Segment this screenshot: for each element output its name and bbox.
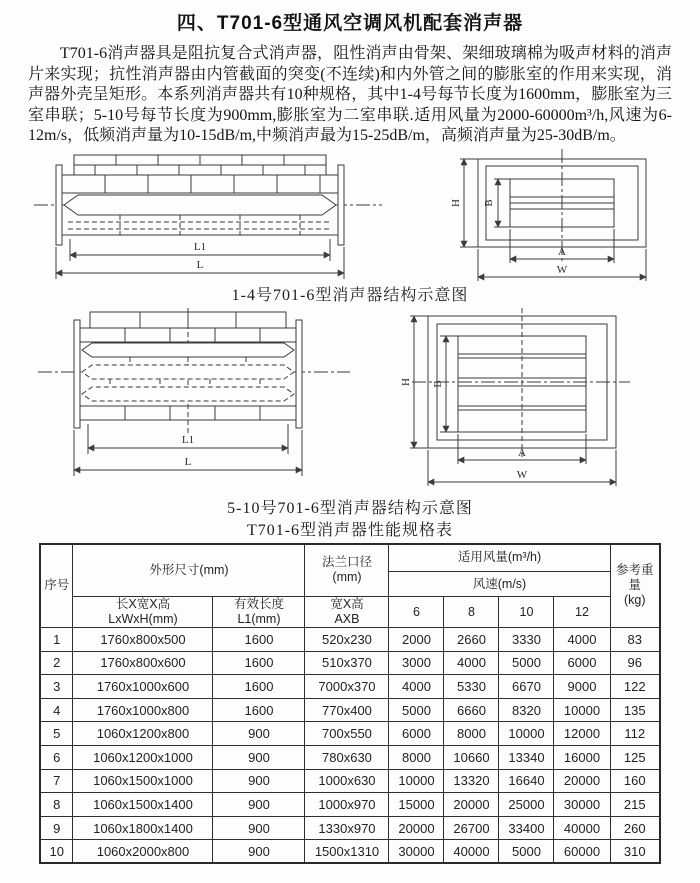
dim-label-L1: L1: [193, 240, 207, 253]
table-cell: 25000: [499, 793, 554, 817]
table-cell: 10000: [499, 722, 554, 746]
spec-table-header: [40, 544, 660, 628]
col-header-airflow-group: 适用风量(m³/h): [389, 544, 610, 572]
dim-label-H: H: [400, 377, 412, 386]
table-cell: 3330: [499, 628, 554, 652]
figure-1-caption: 1-4号701-6型消声器结构示意图: [231, 286, 469, 304]
dim-label-L: L: [184, 455, 192, 468]
table-cell: 6: [40, 745, 73, 769]
table-cell: 6000: [554, 651, 610, 675]
table-cell: 1500x1310: [305, 840, 389, 864]
table-cell: 5330: [444, 675, 499, 699]
table-cell: 900: [213, 840, 305, 864]
dim-label-L: L: [196, 258, 204, 271]
table-cell: 9000: [554, 675, 610, 699]
table-cell: 3000: [389, 651, 444, 675]
table-cell: 16000: [554, 745, 610, 769]
table-cell: 83: [610, 628, 660, 652]
table-row: [40, 769, 660, 793]
table-cell: 700x550: [305, 722, 389, 746]
col-header-speed-6: 6: [389, 597, 444, 628]
table-cell: 310: [610, 840, 660, 864]
table-cell: 10: [40, 840, 73, 864]
table-cell: 4000: [444, 651, 499, 675]
spec-table: [39, 543, 661, 865]
col-header-flange: [305, 544, 389, 597]
dim-label-A: A: [518, 446, 526, 459]
table-cell: 520x230: [305, 628, 389, 652]
col-header-lwh: [73, 597, 213, 628]
table-cell: 5000: [499, 651, 554, 675]
table-row: [40, 793, 660, 817]
table-cell: 2: [40, 651, 73, 675]
header-line: 有效长度: [233, 597, 284, 611]
header-line: AXB: [334, 612, 360, 626]
table-title: T701-6型消声器性能规格表: [246, 521, 454, 539]
silencer-cross-section: [400, 308, 630, 486]
page-title: 四、T701-6型通风空调风机配套消声器: [176, 13, 524, 34]
table-cell: 1000x970: [305, 793, 389, 817]
dim-label-A: A: [558, 245, 566, 258]
table-cell: 1600: [213, 675, 305, 699]
table-cell: 1600: [213, 698, 305, 722]
table-cell: 125: [610, 745, 660, 769]
col-header-axb: [305, 597, 389, 628]
header-line: 长X宽X高: [115, 597, 171, 611]
table-cell: 5000: [389, 698, 444, 722]
table-cell: 20000: [554, 769, 610, 793]
table-cell: 1760x1000x800: [73, 698, 213, 722]
table-cell: 16640: [499, 769, 554, 793]
table-cell: 5: [40, 722, 73, 746]
table-cell: 9: [40, 816, 73, 840]
table-cell: 900: [213, 722, 305, 746]
table-cell: 122: [610, 675, 660, 699]
table-cell: 12000: [554, 722, 610, 746]
table-cell: 1060x1200x1000: [73, 745, 213, 769]
table-cell: 5000: [499, 840, 554, 864]
table-cell: 1060x1800x1400: [73, 816, 213, 840]
header-line: 参考重量: [615, 563, 654, 593]
table-cell: 112: [610, 722, 660, 746]
table-cell: 33400: [499, 816, 554, 840]
silencer-cross-section: [450, 149, 646, 281]
dim-label-B: B: [483, 198, 495, 207]
table-cell: 30000: [554, 793, 610, 817]
table-cell: 40000: [444, 840, 499, 864]
col-header-dims-group: 外形尺寸(mm): [73, 544, 305, 597]
col-header-weight: [610, 544, 660, 628]
dim-label-H: H: [450, 198, 462, 207]
table-cell: 7000x370: [305, 675, 389, 699]
table-cell: 8000: [444, 722, 499, 746]
table-row: [40, 651, 660, 675]
col-header-speed-12: 12: [554, 597, 610, 628]
table-cell: 1330x970: [305, 816, 389, 840]
table-cell: 40000: [554, 816, 610, 840]
table-cell: 96: [610, 651, 660, 675]
table-cell: 60000: [554, 840, 610, 864]
table-cell: 20000: [389, 816, 444, 840]
table-cell: 26700: [444, 816, 499, 840]
table-cell: 1760x800x600: [73, 651, 213, 675]
table-cell: 10000: [554, 698, 610, 722]
table-cell: 1760x1000x600: [73, 675, 213, 699]
table-cell: 1: [40, 628, 73, 652]
header-line: LxWxH(mm): [108, 612, 178, 626]
figure-1: [28, 147, 672, 285]
table-cell: 4000: [389, 675, 444, 699]
figure-2-caption: 5-10号701-6型消声器结构示意图: [227, 499, 473, 517]
table-cell: 1000x630: [305, 769, 389, 793]
silencer-side-view: [34, 155, 382, 279]
figure-2: [28, 308, 672, 498]
table-row: [40, 675, 660, 699]
spec-table-body: [40, 628, 660, 864]
table-cell: 15000: [389, 793, 444, 817]
dim-label-W: W: [516, 468, 528, 481]
header-line: 宽X高: [330, 597, 364, 611]
table-cell: 1060x2000x800: [73, 840, 213, 864]
col-header-seq: 序号: [40, 544, 73, 628]
table-cell: 900: [213, 745, 305, 769]
table-cell: 3: [40, 675, 73, 699]
dim-label-B: B: [432, 379, 444, 388]
table-cell: 8: [40, 793, 73, 817]
col-header-speed-8: 8: [444, 597, 499, 628]
table-row: [40, 722, 660, 746]
table-row: [40, 628, 660, 652]
table-cell: 510x370: [305, 651, 389, 675]
table-row: [40, 840, 660, 864]
col-header-windspeed-group: 风速(m/s): [389, 572, 610, 597]
table-row: [40, 816, 660, 840]
table-cell: 13340: [499, 745, 554, 769]
table-cell: 770x400: [305, 698, 389, 722]
table-cell: 20000: [444, 793, 499, 817]
silencer-5-10-diagram: [30, 308, 670, 498]
header-line: 法兰口径: [321, 555, 372, 570]
table-cell: 260: [610, 816, 660, 840]
table-cell: 900: [213, 769, 305, 793]
table-cell: 1060x1500x1000: [73, 769, 213, 793]
silencer-side-view: [38, 308, 350, 476]
table-cell: 1060x1500x1400: [73, 793, 213, 817]
table-cell: 10000: [389, 769, 444, 793]
table-cell: 900: [213, 816, 305, 840]
table-cell: 160: [610, 769, 660, 793]
table-cell: 2660: [444, 628, 499, 652]
intro-paragraph: T701-6消声器具是阻抗复合式消声器，阻性消声由骨架、架细玻璃棉为吸声材料的消声片来实现；抗性消声器由内管截面的突变(不连续)和内外管之间的膨胀室的作用来实现，消声器外壳呈矩形。本系列消声器共有10种规格，其中1-4号每节长度为1600mm，膨胀室为三室串联；5-10号每节长度为900mm,膨胀室为二室串联.适用风量为2000-60000m³/h,风速为6-12m/s，低频消声量为10-15dB/m,中频消声最为15-25dB/m，高频消声量为25-30dB/m。: [28, 45, 672, 144]
col-header-efflen: [213, 597, 305, 628]
header-line: (kg): [623, 593, 646, 608]
table-cell: 1600: [213, 628, 305, 652]
table-row: [40, 745, 660, 769]
table-cell: 6000: [389, 722, 444, 746]
col-header-speed-10: 10: [499, 597, 554, 628]
dim-label-W: W: [556, 263, 568, 276]
table-cell: 6670: [499, 675, 554, 699]
header-line: L1(mm): [237, 612, 281, 626]
table-cell: 1760x800x500: [73, 628, 213, 652]
table-cell: 4: [40, 698, 73, 722]
dim-label-L1: L1: [181, 433, 195, 446]
table-cell: 7: [40, 769, 73, 793]
table-cell: 10660: [444, 745, 499, 769]
table-cell: 215: [610, 793, 660, 817]
table-cell: 30000: [389, 840, 444, 864]
table-cell: 13320: [444, 769, 499, 793]
table-cell: 780x630: [305, 745, 389, 769]
table-row: [40, 698, 660, 722]
table-cell: 6660: [444, 698, 499, 722]
table-cell: 4000: [554, 628, 610, 652]
table-cell: 900: [213, 793, 305, 817]
table-cell: 8320: [499, 698, 554, 722]
silencer-1-4-diagram: [30, 147, 670, 285]
table-cell: 135: [610, 698, 660, 722]
table-cell: 1060x1200x800: [73, 722, 213, 746]
header-line: (mm): [332, 570, 362, 585]
table-cell: 8000: [389, 745, 444, 769]
table-cell: 2000: [389, 628, 444, 652]
table-cell: 1600: [213, 651, 305, 675]
